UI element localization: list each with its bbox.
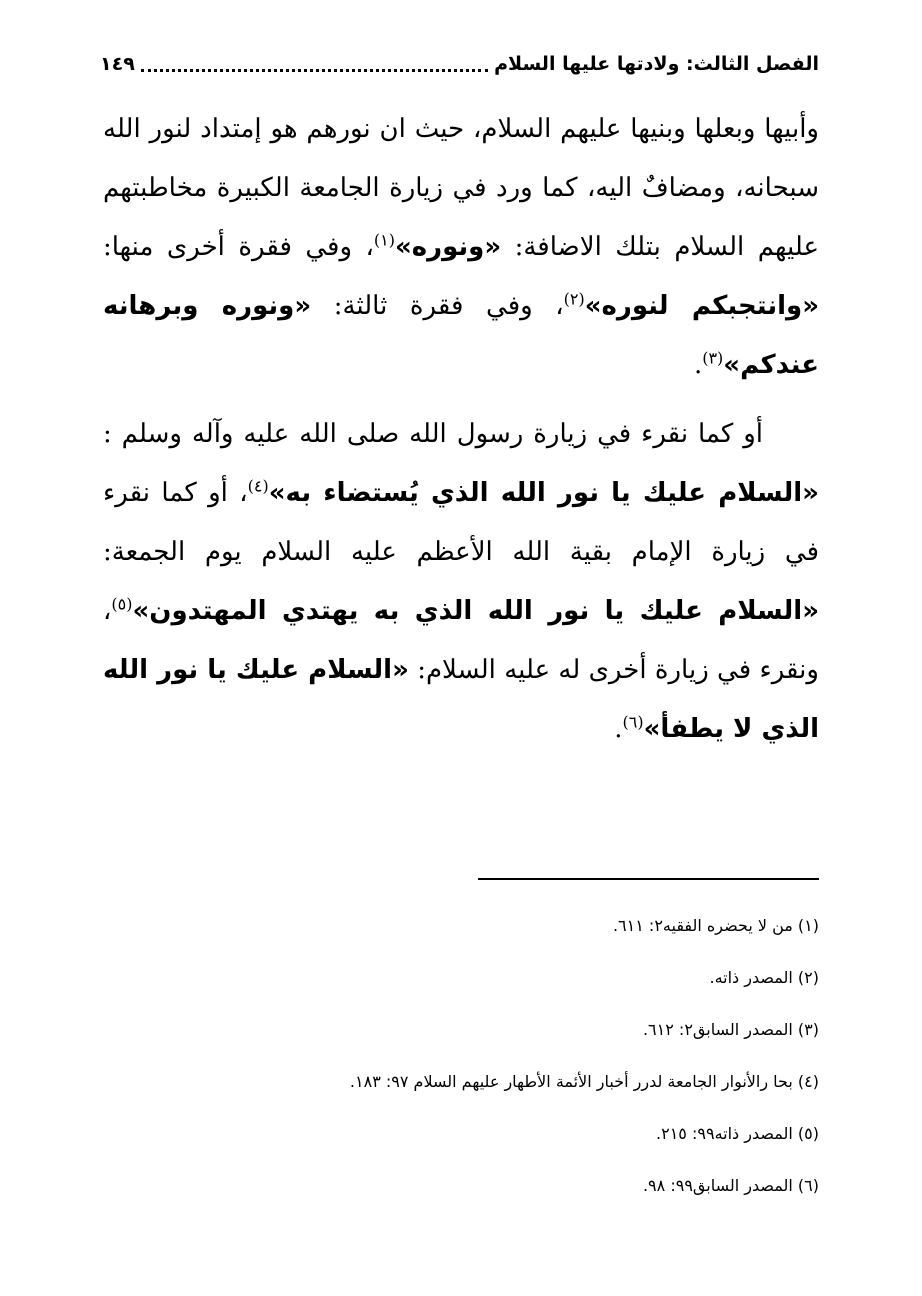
text-run: ، ونقرء في زيارة أخرى له عليه السلام: bbox=[103, 596, 819, 685]
footnote-4: (٤) بحا رالأنوار الجامعة لدرر أخبار الأئمة الأطهار عليهم السلام ٩٧: ١٨٣. bbox=[349, 1072, 819, 1091]
footnote-ref: (٤) bbox=[247, 476, 269, 496]
quotation: «وانتجبكم لنوره» bbox=[584, 291, 820, 321]
quotation: «السلام عليك يا نور الله الذي لا يطفأ» bbox=[103, 655, 819, 744]
quotation: «ونوره» bbox=[395, 232, 502, 262]
footnote-2: (٢) المصدر ذاته. bbox=[709, 968, 819, 987]
text-run: أو كما نقرء في زيارة رسول الله صلى الله عليه وآله وسلم : bbox=[103, 419, 763, 449]
quotation: «ونوره وبرهانه عندكم» bbox=[103, 291, 819, 380]
leader-dots bbox=[141, 69, 488, 72]
text-run: وأبيها وبعلها وبنيها عليهم السلام، حيث ان نورهم هو إمتداد لنور الله سبحانه، ومضافٌ اليه، كما ورد في زيارة الجامعة الكبيرة مخاطبتهم عليهم السلام بتلك الاضافة: bbox=[103, 114, 820, 262]
text-run: . bbox=[693, 350, 703, 380]
footnotes bbox=[103, 900, 819, 1212]
footnote-ref: (٣) bbox=[702, 348, 724, 368]
quotation: «السلام عليك يا نور الله الذي يُستضاء به» bbox=[268, 478, 819, 508]
paragraph-1 bbox=[103, 100, 819, 395]
footnote-ref: (٥) bbox=[111, 594, 133, 614]
footnote-ref: (١) bbox=[373, 230, 395, 250]
paragraph-2 bbox=[103, 405, 819, 759]
footnote-ref: (٦) bbox=[622, 712, 644, 732]
footnote-5: (٥) المصدر ذاته٩٩: ٢١٥. bbox=[656, 1124, 819, 1143]
footnote-6: (٦) المصدر السابق٩٩: ٩٨. bbox=[642, 1176, 819, 1195]
footnote-1: (١) من لا يحضره الفقيه٢: ٦١١. bbox=[612, 916, 819, 935]
quotation: «السلام عليك يا نور الله الذي به يهتدي المهتدون» bbox=[132, 596, 819, 626]
text-run: ، وفي فقرة أخرى منها: bbox=[103, 232, 374, 262]
text-run: ، أو كما نقرء في زيارة الإمام بقية الله الأعظم عليه السلام يوم الجمعة: bbox=[103, 478, 819, 567]
main-text bbox=[103, 100, 819, 759]
footnote-3: (٣) المصدر السابق٢: ٦١٢. bbox=[642, 1020, 819, 1039]
chapter-title: الفصل الثالث: ولادتها عليها السلام bbox=[494, 53, 819, 75]
page-number: ١٤٩ bbox=[100, 53, 135, 75]
running-header bbox=[100, 44, 819, 84]
footnote-ref: (٢) bbox=[563, 289, 585, 309]
text-run: . bbox=[614, 714, 623, 744]
text-run: ، وفي فقرة ثالثة: bbox=[311, 291, 564, 321]
footnote-separator bbox=[478, 878, 819, 880]
